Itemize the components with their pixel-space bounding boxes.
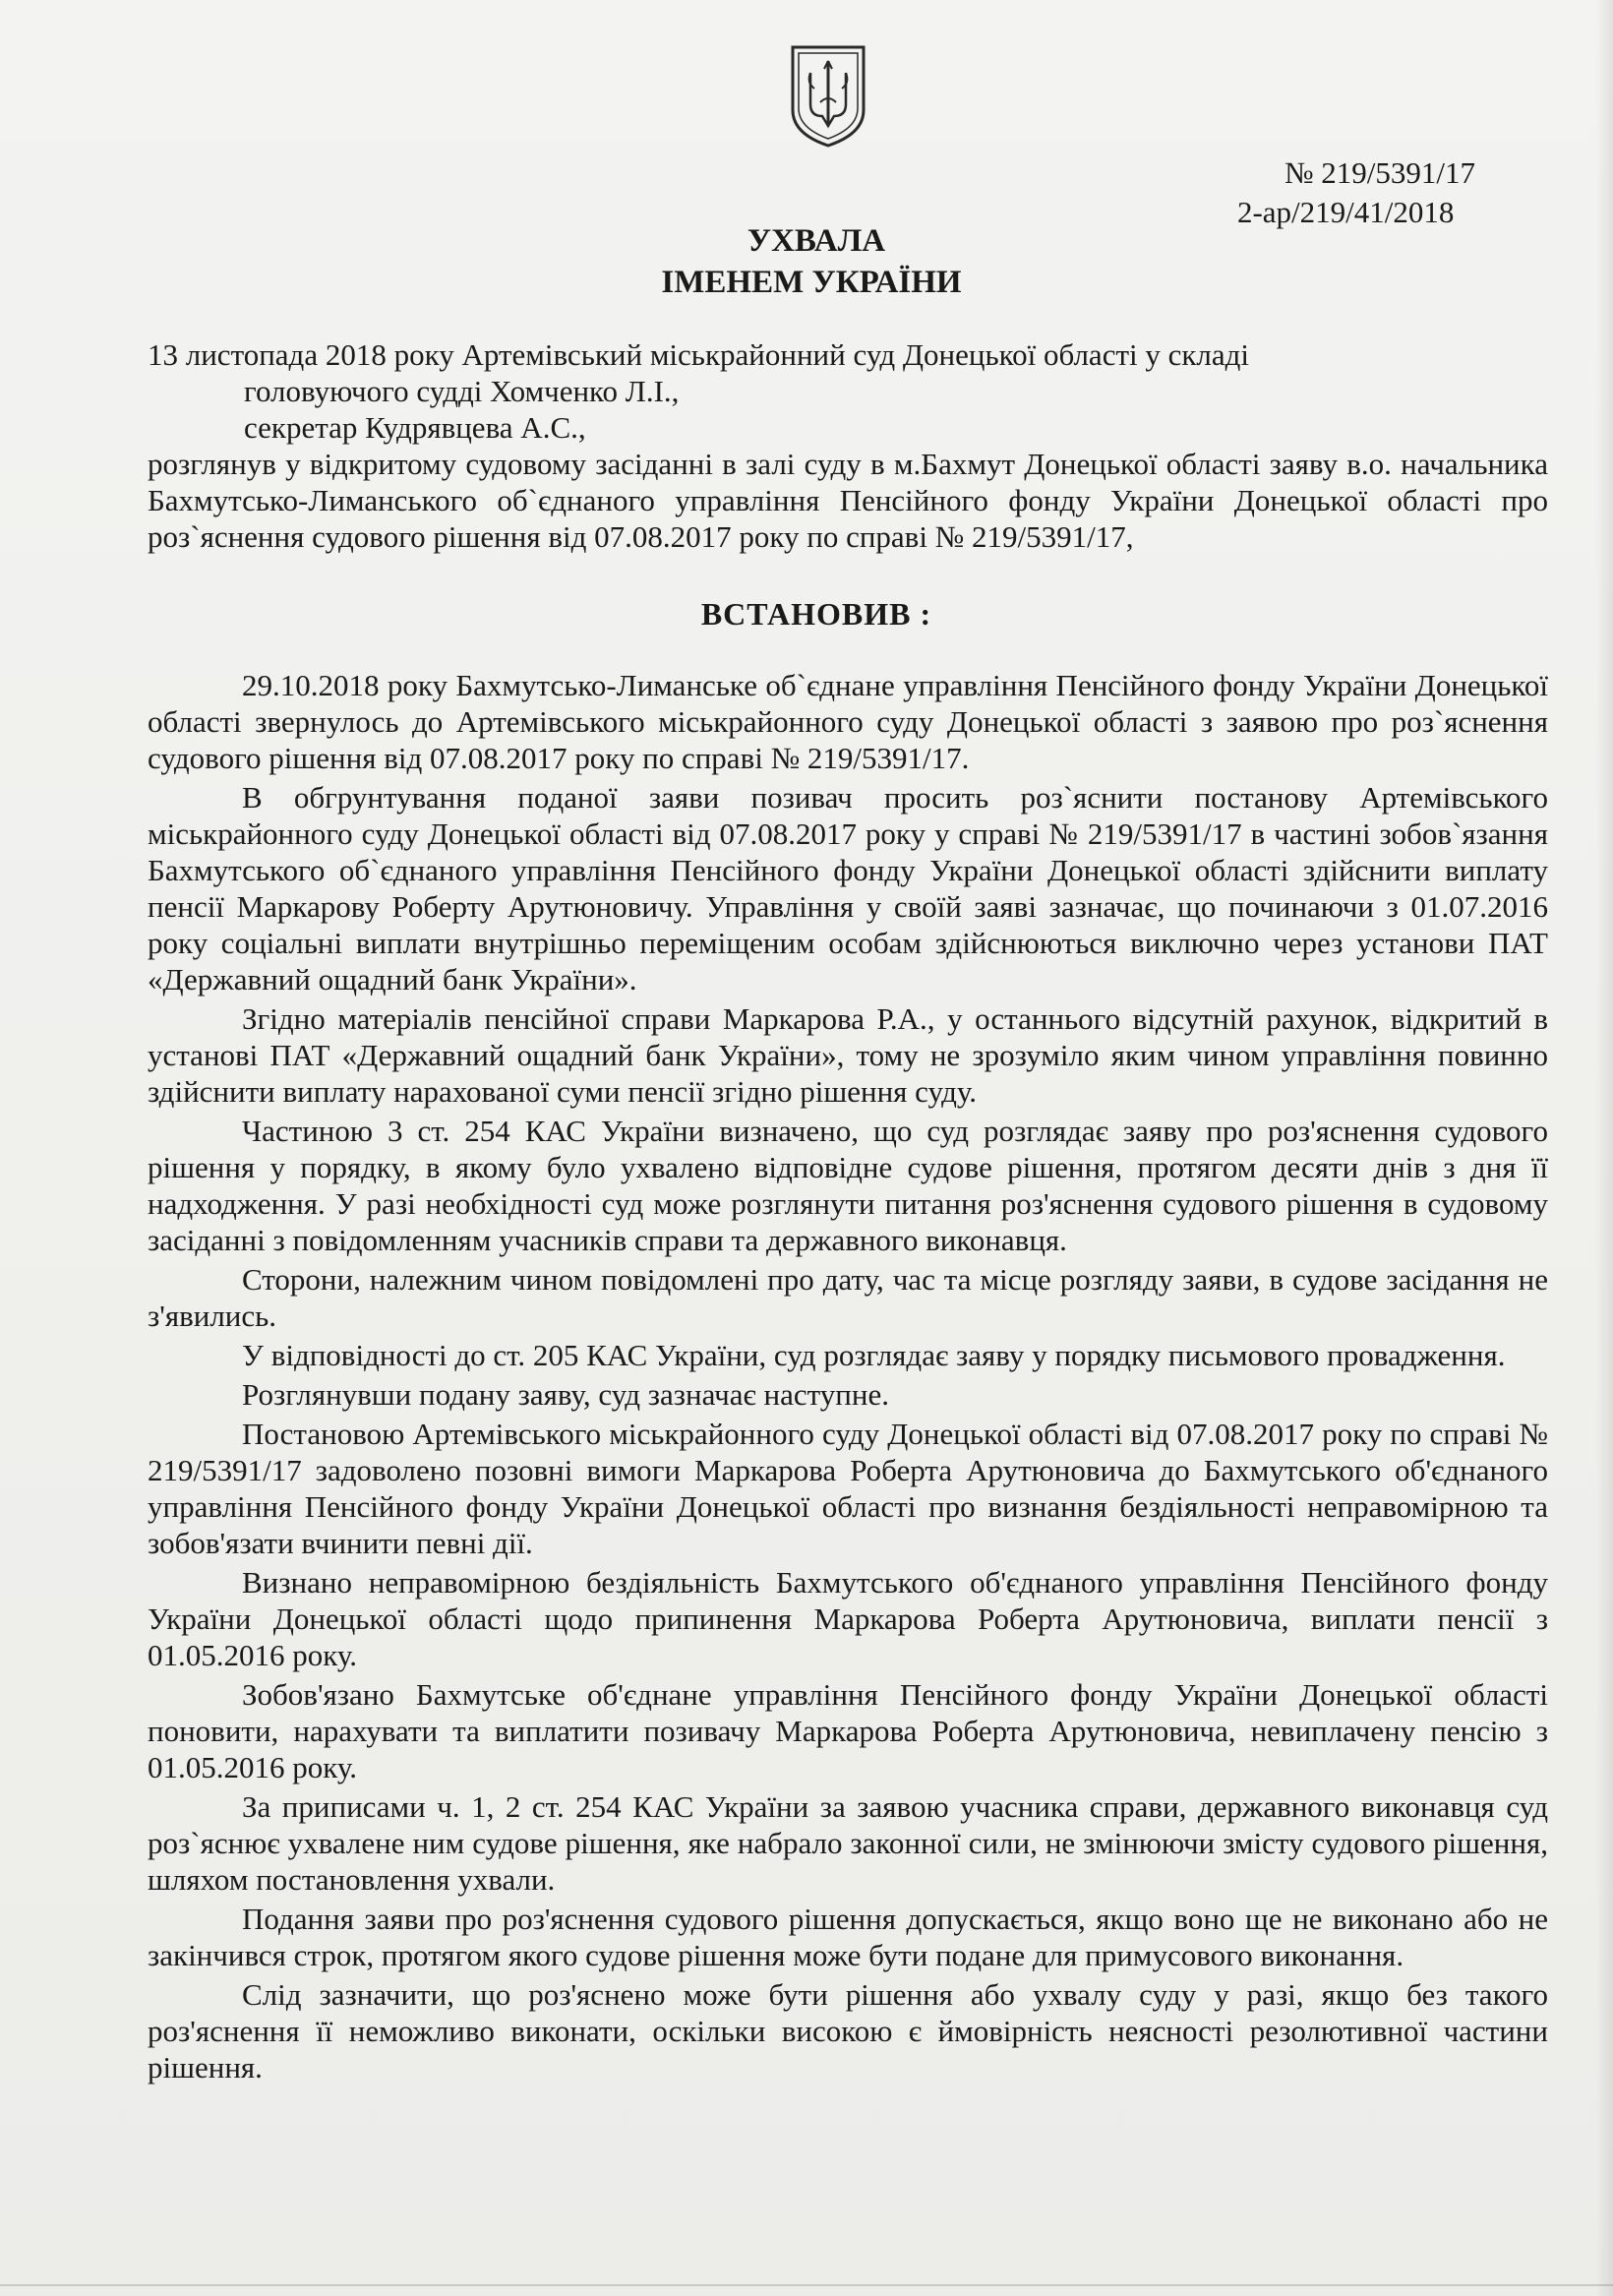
paragraph: В обгрунтування поданої заяви позивач просить роз`яснити постанову Артемівського міськрайонного суду Донецької області від 07.08.2017 року у справі № 219/5391/17 в частині зобов`язання Бахмутського об`єднаного управління Пенсійного фонду України Донецької області здійснити виплату пенсії Маркарову Роберту Арутюновичу. Управління у своїй заяві зазначає, що починаючи з 01.07.2016 року соціальні виплати внутрішньо переміщеним особам здійснюються виключно через установи ПАТ «Державний ощадний банк України». [148,780,1548,997]
presiding-judge: головуючого судді Хомченко Л.І., [244,374,680,408]
proceeding-number: 2-ар/219/41/2018 [1236,195,1455,229]
coat-of-arms-icon [787,43,869,148]
paragraph: За приписами ч. 1, 2 ст. 254 КАС України за заявою учасника справи, державного виконавця суд роз`яснює ухвалене ним судове рішення, яке набрало законної сили, не змінюючи змісту судового рішення, шляхом постановлення ухвали. [148,1789,1548,1897]
intro-date-line: 13 листопада 2018 року Артемівський міськрайонний суд Донецької області у складі [148,337,1250,372]
document-heading [0,220,1613,303]
document-subtitle: ІМЕНЕМ УКРАЇНИ [661,265,962,300]
page-right-shadow [1595,0,1613,2296]
paragraph: Розглянувши подану заяву, суд зазначає наступне. [242,1377,889,1412]
intro-text: розглянув у відкритому судовому засіданні в залі суду в м.Бахмут Донецької області заяву в.о. начальника Бахмутсько-Лиманського об`єднаного управління Пенсійного фонду України Донецької області про роз`яснення судового рішення від 07.08.2017 року по справі № 219/5391/17, [148,447,1548,554]
paragraph: 29.10.2018 року Бахмутсько-Лиманське об`єднане управління Пенсійного фонду України Донецької області звернулось до Артемівського міськрайонного суду Донецької області з заявою про роз`яснення судового рішення від 07.08.2017 року по справі № 219/5391/17. [148,668,1548,775]
intro-block [148,336,1548,555]
court-secretary: секретар Кудрявцева А.С., [244,410,586,445]
case-number: № 219/5391/17 [1284,155,1475,190]
page-bottom-edge [0,2284,1613,2286]
paragraph: Постановою Артемівського міськрайонного суду Донецької області від 07.08.2017 року по справі № 219/5391/17 задоволено позовні вимоги Маркарова Роберта Арутюновича до Бахмутського об'єднаного управління Пенсійного фонду України Донецької області про визнання бездіяльності неправомірною та зобов'язати вчинити певні дії. [148,1417,1548,1560]
section-title-established: ВСТАНОВИВ : [700,596,932,632]
paragraph: Згідно матеріалів пенсійної справи Маркарова Р.А., у останнього відсутній рахунок, відкритий в установі ПАТ «Державний ощадний банк України», тому не зрозуміло яким чином управління повинно здійснити виплату нарахованої суми пенсії згідно рішення суду. [148,1001,1548,1109]
paragraph: Визнано неправомірною бездіяльність Бахмутського об'єднаного управління Пенсійного фонду України Донецької області щодо припинення Маркарова Роберта Арутюновича, виплати пенсії з 01.05.2016 року. [148,1565,1548,1672]
paragraph: Зобов'язано Бахмутське об'єднане управління Пенсійного фонду України Донецької області поновити, нарахувати та виплатити позивачу Маркарова Роберта Арутюновича, невиплачену пенсію з 01.05.2016 року. [148,1677,1548,1784]
document-type: УХВАЛА [747,223,886,259]
document-body [148,667,1548,2088]
paragraph: У відповідності до ст. 205 КАС України, суд розглядає заяву у порядку письмового провадження. [242,1338,1506,1372]
paragraph: Подання заяви про роз'яснення судового рішення допускається, якщо воно ще не виконано або не закінчився строк, протягом якого судове рішення може бути подане для примусового виконання. [148,1902,1548,1972]
paragraph: Частиною 3 ст. 254 КАС України визначено, що суд розглядає заяву про роз'яснення судового рішення у порядку, в якому було ухвалено відповідне судове рішення, протягом десяти днів з дня її надходження. У разі необхідності суд може розглянути питання роз'яснення судового рішення в судовому засіданні з повідомленням учасників справи та державного виконавця. [148,1114,1548,1257]
paragraph: Сторони, належним чином повідомлені про дату, час та місце розгляду заяви, в судове засідання не з'явились. [148,1262,1548,1333]
paragraph: Слід зазначити, що роз'яснено може бути рішення або ухвалу суду у разі, якщо без такого роз'яснення її неможливо виконати, оскільки високою є ймовірність неясності резолютивної частини рішення. [148,1977,1548,2085]
